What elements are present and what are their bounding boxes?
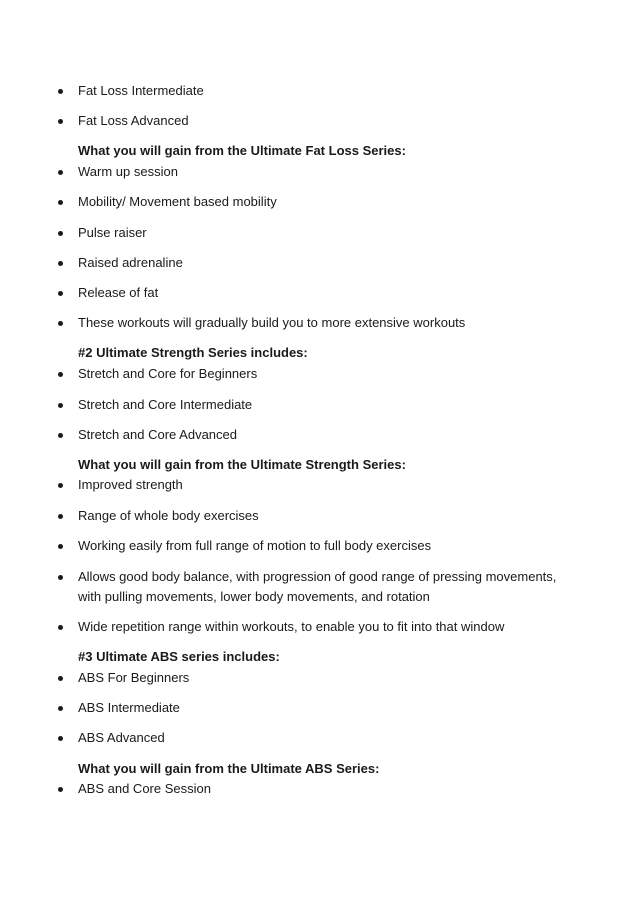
bullet-icon <box>58 706 63 711</box>
bullet-icon <box>58 403 63 408</box>
list-item: ABS Advanced <box>78 730 165 745</box>
section-heading: What you will gain from the Ultimate Strength Series: <box>78 457 406 472</box>
list-item: Allows good body balance, with progression of good range of pressing movements, <box>78 569 557 584</box>
section-heading: #3 Ultimate ABS series includes: <box>78 649 280 664</box>
list-item: These workouts will gradually build you to more extensive workouts <box>78 315 466 330</box>
bullet-icon <box>58 119 63 124</box>
list-item: Working easily from full range of motion to full body exercises <box>78 538 432 553</box>
bullet-icon <box>58 544 63 549</box>
list-item: Improved strength <box>78 477 183 492</box>
list-item: Stretch and Core Advanced <box>78 427 237 442</box>
bullet-icon <box>58 575 63 580</box>
section-heading: What you will gain from the Ultimate ABS Series: <box>78 761 380 776</box>
list-item: Pulse raiser <box>78 225 147 240</box>
bullet-icon <box>58 321 63 326</box>
bullet-icon <box>58 291 63 296</box>
bullet-icon <box>58 231 63 236</box>
list-item: ABS Intermediate <box>78 700 180 715</box>
list-item: Raised adrenaline <box>78 255 183 270</box>
bullet-icon <box>58 200 63 205</box>
bullet-icon <box>58 736 63 741</box>
list-item: Fat Loss Intermediate <box>78 83 204 98</box>
bullet-icon <box>58 625 63 630</box>
list-item: Mobility/ Movement based mobility <box>78 194 277 209</box>
bullet-icon <box>58 514 63 519</box>
bullet-icon <box>58 483 63 488</box>
bullet-icon <box>58 787 63 792</box>
bullet-icon <box>58 170 63 175</box>
bullet-icon <box>58 372 63 377</box>
list-item: Warm up session <box>78 164 178 179</box>
bullet-icon <box>58 433 63 438</box>
list-item: Release of fat <box>78 285 159 300</box>
list-item: ABS and Core Session <box>78 781 211 796</box>
section-heading: What you will gain from the Ultimate Fat Loss Series: <box>78 143 406 158</box>
list-item: Range of whole body exercises <box>78 508 259 523</box>
bullet-icon <box>58 89 63 94</box>
section-heading: #2 Ultimate Strength Series includes: <box>78 345 308 360</box>
bullet-icon <box>58 676 63 681</box>
bullet-icon <box>58 261 63 266</box>
list-item: Wide repetition range within workouts, to enable you to fit into that window <box>78 619 505 634</box>
list-item: Fat Loss Advanced <box>78 113 189 128</box>
list-item: Stretch and Core Intermediate <box>78 397 253 412</box>
list-item: Stretch and Core for Beginners <box>78 366 258 381</box>
list-item-continuation: with pulling movements, lower body movements, and rotation <box>78 589 430 604</box>
list-item: ABS For Beginners <box>78 670 190 685</box>
